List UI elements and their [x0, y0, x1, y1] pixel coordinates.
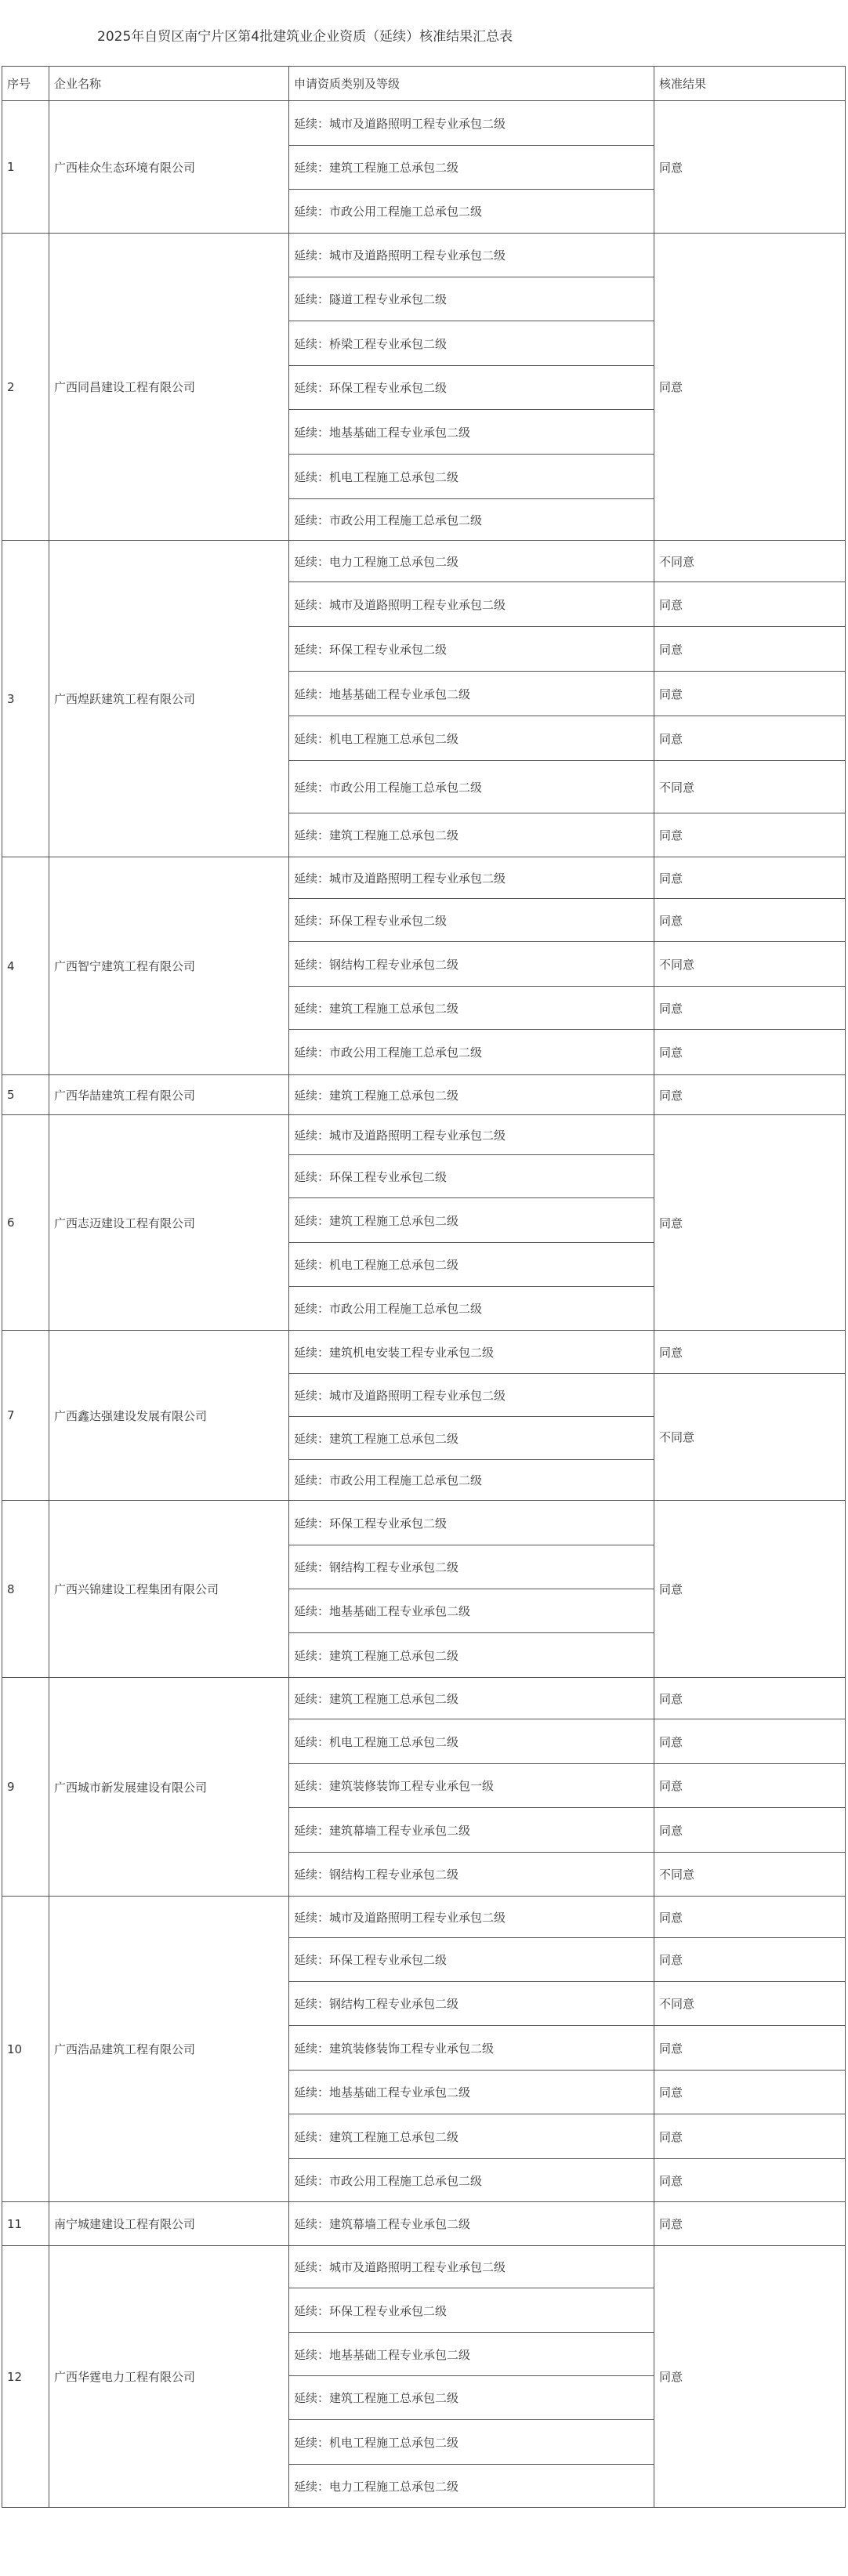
result: 不同意 — [654, 761, 846, 813]
table-header-row — [2, 67, 846, 101]
qualification: 延续：地基基础工程专业承包二级 — [289, 1589, 654, 1633]
row-number: 1 — [2, 101, 49, 234]
qualification: 延续：建筑机电安装工程专业承包二级 — [289, 1331, 654, 1374]
table-row — [2, 1501, 846, 1545]
qualification: 延续：城市及道路照明工程专业承包二级 — [289, 1374, 654, 1417]
result: 同意 — [654, 899, 846, 942]
qualification: 延续：环保工程专业承包二级 — [289, 627, 654, 672]
qualification: 延续：市政公用工程施工总承包二级 — [289, 499, 654, 541]
row-number: 5 — [2, 1075, 49, 1115]
qualification: 延续：建筑幕墙工程专业承包二级 — [289, 2202, 654, 2246]
table-row — [2, 1331, 846, 1374]
qualification: 延续：建筑工程施工总承包二级 — [289, 1417, 654, 1460]
row-number: 3 — [2, 541, 49, 857]
result: 同意 — [654, 1075, 846, 1115]
result: 同意 — [654, 2159, 846, 2202]
result: 同意 — [654, 857, 846, 899]
table-row — [2, 234, 846, 277]
result: 同意 — [654, 2202, 846, 2246]
result: 同意 — [654, 1897, 846, 1938]
row-number: 10 — [2, 1897, 49, 2202]
row-number: 7 — [2, 1331, 49, 1501]
page-title: 2025年自贸区南宁片区第4批建筑业企业资质（延续）核准结果汇总表 — [97, 29, 513, 45]
result: 同意 — [654, 627, 846, 672]
qualification: 延续：环保工程专业承包二级 — [289, 366, 654, 410]
qualification: 延续：机电工程施工总承包二级 — [289, 2420, 654, 2465]
table-row — [2, 2202, 846, 2246]
result: 同意 — [654, 1938, 846, 1982]
qualification: 延续：电力工程施工总承包二级 — [289, 2465, 654, 2508]
result: 不同意 — [654, 1982, 846, 2026]
qualification: 延续：建筑工程施工总承包二级 — [289, 1678, 654, 1719]
qualification: 延续：市政公用工程施工总承包二级 — [289, 190, 654, 234]
company-name: 广西兴锦建设工程集团有限公司 — [49, 1501, 289, 1678]
qualification: 延续：机电工程施工总承包二级 — [289, 1243, 654, 1287]
qualification: 延续：钢结构工程专业承包二级 — [289, 1853, 654, 1897]
qualification: 延续：环保工程专业承包二级 — [289, 1938, 654, 1982]
result: 同意 — [654, 1719, 846, 1764]
header-qualification: 申请资质类别及等级 — [289, 67, 654, 101]
company-name: 广西华霆电力工程有限公司 — [49, 2246, 289, 2508]
results-table — [2, 66, 846, 2508]
header-result: 核准结果 — [654, 67, 846, 101]
result: 同意 — [654, 101, 846, 234]
qualification: 延续：建筑工程施工总承包二级 — [289, 813, 654, 857]
qualification: 延续：城市及道路照明工程专业承包二级 — [289, 582, 654, 627]
row-number: 2 — [2, 234, 49, 541]
qualification: 延续：钢结构工程专业承包二级 — [289, 942, 654, 987]
qualification: 延续：环保工程专业承包二级 — [289, 2288, 654, 2333]
result: 同意 — [654, 1115, 846, 1331]
result: 同意 — [654, 2026, 846, 2071]
company-name: 广西鑫达强建设发展有限公司 — [49, 1331, 289, 1501]
qualification: 延续：环保工程专业承包二级 — [289, 1501, 654, 1545]
result: 同意 — [654, 1678, 846, 1719]
header-company: 企业名称 — [49, 67, 289, 101]
results-table-body — [2, 67, 846, 2508]
qualification: 延续：地基基础工程专业承包二级 — [289, 672, 654, 716]
qualification: 延续：电力工程施工总承包二级 — [289, 541, 654, 582]
result: 同意 — [654, 1331, 846, 1374]
qualification: 延续：地基基础工程专业承包二级 — [289, 410, 654, 455]
company-name: 广西桂众生态环境有限公司 — [49, 101, 289, 234]
qualification: 延续：市政公用工程施工总承包二级 — [289, 2159, 654, 2202]
result: 同意 — [654, 672, 846, 716]
qualification: 延续：机电工程施工总承包二级 — [289, 1719, 654, 1764]
qualification: 延续：环保工程专业承包二级 — [289, 1155, 654, 1198]
qualification: 延续：钢结构工程专业承包二级 — [289, 1982, 654, 2026]
qualification: 延续：钢结构工程专业承包二级 — [289, 1545, 654, 1589]
qualification: 延续：市政公用工程施工总承包二级 — [289, 1030, 654, 1075]
result: 同意 — [654, 582, 846, 627]
qualification: 延续：建筑工程施工总承包二级 — [289, 2376, 654, 2420]
result: 不同意 — [654, 541, 846, 582]
company-name: 广西煌跃建筑工程有限公司 — [49, 541, 289, 857]
result: 不同意 — [654, 942, 846, 987]
qualification: 延续：环保工程专业承包二级 — [289, 899, 654, 942]
table-row — [2, 1075, 846, 1115]
qualification: 延续：建筑工程施工总承包二级 — [289, 146, 654, 190]
qualification: 延续：城市及道路照明工程专业承包二级 — [289, 1897, 654, 1938]
qualification: 延续：地基基础工程专业承包二级 — [289, 2071, 654, 2114]
qualification: 延续：城市及道路照明工程专业承包二级 — [289, 1115, 654, 1155]
result: 同意 — [654, 1808, 846, 1853]
table-row — [2, 1897, 846, 1938]
result: 同意 — [654, 1030, 846, 1075]
table-row — [2, 541, 846, 582]
result: 同意 — [654, 813, 846, 857]
company-name: 广西华喆建筑工程有限公司 — [49, 1075, 289, 1115]
result: 同意 — [654, 1501, 846, 1678]
qualification: 延续：建筑工程施工总承包二级 — [289, 1075, 654, 1115]
qualification: 延续：地基基础工程专业承包二级 — [289, 2333, 654, 2376]
qualification: 延续：隧道工程专业承包二级 — [289, 277, 654, 321]
qualification: 延续：建筑工程施工总承包二级 — [289, 2114, 654, 2159]
header-no: 序号 — [2, 67, 49, 101]
qualification: 延续：机电工程施工总承包二级 — [289, 455, 654, 499]
table-row — [2, 1115, 846, 1155]
company-name: 广西志迈建设工程有限公司 — [49, 1115, 289, 1331]
result: 同意 — [654, 716, 846, 761]
company-name: 广西城市新发展建设有限公司 — [49, 1678, 289, 1897]
qualification: 延续：城市及道路照明工程专业承包二级 — [289, 101, 654, 146]
company-name: 广西智宁建筑工程有限公司 — [49, 857, 289, 1075]
qualification: 延续：建筑幕墙工程专业承包二级 — [289, 1808, 654, 1853]
row-number: 8 — [2, 1501, 49, 1678]
row-number: 11 — [2, 2202, 49, 2246]
qualification: 延续：市政公用工程施工总承包二级 — [289, 1287, 654, 1331]
row-number: 9 — [2, 1678, 49, 1897]
row-number: 4 — [2, 857, 49, 1075]
table-row — [2, 2246, 846, 2288]
qualification: 延续：建筑装修装饰工程专业承包一级 — [289, 1764, 654, 1808]
table-row — [2, 857, 846, 899]
row-number: 12 — [2, 2246, 49, 2508]
qualification: 延续：建筑工程施工总承包二级 — [289, 987, 654, 1030]
qualification: 延续：城市及道路照明工程专业承包二级 — [289, 2246, 654, 2288]
company-name: 广西同昌建设工程有限公司 — [49, 234, 289, 541]
qualification: 延续：城市及道路照明工程专业承包二级 — [289, 857, 654, 899]
row-number: 6 — [2, 1115, 49, 1331]
result: 不同意 — [654, 1853, 846, 1897]
qualification: 延续：建筑装修装饰工程专业承包二级 — [289, 2026, 654, 2071]
qualification: 延续：城市及道路照明工程专业承包二级 — [289, 234, 654, 277]
qualification: 延续：建筑工程施工总承包二级 — [289, 1633, 654, 1678]
result: 同意 — [654, 2246, 846, 2508]
qualification: 延续：桥梁工程专业承包二级 — [289, 321, 654, 366]
qualification: 延续：市政公用工程施工总承包二级 — [289, 761, 654, 813]
result: 同意 — [654, 2114, 846, 2159]
table-row — [2, 1678, 846, 1719]
result: 同意 — [654, 1764, 846, 1808]
qualification: 延续：市政公用工程施工总承包二级 — [289, 1460, 654, 1501]
result: 同意 — [654, 2071, 846, 2114]
result: 不同意 — [654, 1374, 846, 1501]
result: 同意 — [654, 987, 846, 1030]
company-name: 广西浩品建筑工程有限公司 — [49, 1897, 289, 2202]
qualification: 延续：机电工程施工总承包二级 — [289, 716, 654, 761]
company-name: 南宁城建建设工程有限公司 — [49, 2202, 289, 2246]
table-row — [2, 101, 846, 146]
result: 同意 — [654, 234, 846, 541]
qualification: 延续：建筑工程施工总承包二级 — [289, 1198, 654, 1243]
